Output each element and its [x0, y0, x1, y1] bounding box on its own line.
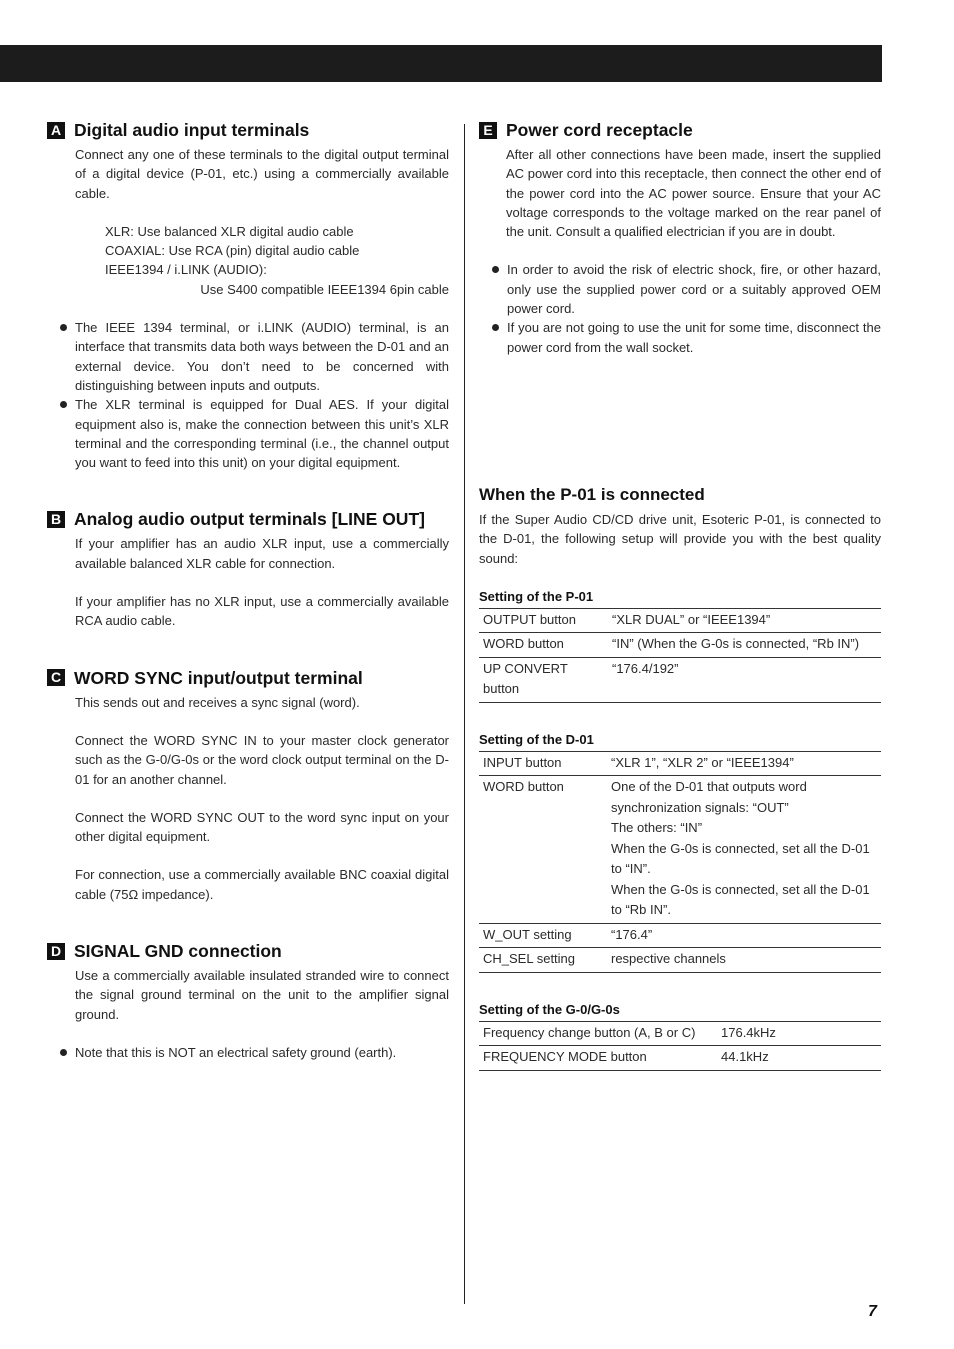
- section-letter-badge: B: [47, 511, 65, 528]
- header-bar: [0, 45, 882, 82]
- settings-table-p01: [479, 588, 881, 703]
- section-heading: [47, 507, 449, 531]
- table-row: [479, 948, 881, 973]
- cable-ieee-label: IEEE1394 / i.LINK (AUDIO):: [105, 262, 267, 278]
- bullet-item: If you are not going to use the unit for some time, disconnect the power cord from the wall socket.: [479, 318, 881, 357]
- table-row: [479, 1046, 881, 1071]
- section-title: Power cord receptacle: [506, 120, 693, 140]
- table-cell-label: OUTPUT button: [479, 608, 608, 633]
- table-row: [479, 633, 881, 658]
- table-caption: Setting of the P-01: [479, 588, 594, 604]
- section-paragraph: If your amplifier has an audio XLR input, use a commercially available balanced XLR cable for connection.: [75, 536, 449, 571]
- section-heading: [47, 666, 449, 690]
- bullet-item: Note that this is NOT an electrical safety ground (earth).: [47, 1043, 449, 1062]
- section-power-cord: [479, 118, 881, 357]
- section-paragraph: If your amplifier has no XLR input, use a commercially available RCA audio cable.: [75, 594, 449, 629]
- section-letter-badge: E: [479, 122, 497, 139]
- bullet-item: The XLR terminal is equipped for Dual AES. If your digital equipment also is, make the connection between this unit’s XLR terminal and the corresponding terminal (i.e., the channel output you want to feed into this unit) on your digital equipment.: [47, 395, 449, 472]
- section-title: WORD SYNC input/output terminal: [74, 667, 363, 688]
- section-heading: [47, 939, 449, 963]
- table-cell-value: 176.4kHz: [717, 1021, 881, 1046]
- table-row: [479, 608, 881, 633]
- bullet-dot-icon: [492, 324, 499, 331]
- section-title: Digital audio input terminals: [74, 120, 310, 140]
- cable-xlr: XLR: Use balanced XLR digital audio cable: [105, 223, 354, 239]
- bullet-dot-icon: [492, 266, 499, 273]
- bullet-item: In order to avoid the risk of electric shock, fire, or other hazard, only use the supplied power cord or a suitably approved OEM power cord.: [479, 260, 881, 318]
- bullet-list: [479, 260, 881, 356]
- table-cell-value: “176.4/192”: [608, 657, 881, 702]
- table-cell-label: WORD button: [479, 776, 607, 924]
- cable-list: [75, 222, 449, 299]
- section-p01-connected: [479, 483, 881, 1071]
- table-cell-value: 44.1kHz: [717, 1046, 881, 1071]
- section-title: Analog audio output terminals [LINE OUT]: [74, 509, 425, 530]
- table-cell-label: CH_SEL setting: [479, 948, 607, 973]
- bullet-list: [47, 1043, 449, 1062]
- settings-table-d01: [479, 731, 881, 973]
- section-paragraph: Use a commercially available insulated stranded wire to connect the signal ground terminal on the unit to the amplifier signal ground.: [75, 968, 449, 1022]
- table-cell-label: UP CONVERT button: [479, 657, 608, 702]
- section-digital-audio-input: [47, 118, 449, 472]
- section-paragraph: Connect the WORD SYNC IN to your master clock generator such as the G-0/G-0s or the word clock output terminal on the D-01 for an another channel.: [75, 732, 449, 787]
- section-paragraph: For connection, use a commercially available BNC coaxial digital cable (75Ω impedance).: [75, 867, 449, 902]
- bullet-dot-icon: [60, 324, 67, 331]
- table-row: [479, 751, 881, 776]
- settings-table-g0: [479, 1001, 881, 1071]
- bullet-item: The IEEE 1394 terminal, or i.LINK (AUDIO) terminal, is an interface that transmits data both ways between the D-01 and an external device. You don’t need to be concerned with distinguishing between inputs and outputs.: [47, 318, 449, 395]
- section-title: SIGNAL GND connection: [74, 941, 282, 962]
- section-analog-audio-output: [47, 507, 449, 630]
- table-cell-value: “IN” (When the G-0s is connected, “Rb IN”): [608, 633, 881, 658]
- table-row: [479, 923, 881, 948]
- section-paragraph: Connect the WORD SYNC OUT to the word sync input on your other digital equipment.: [75, 809, 449, 845]
- section-paragraph: This sends out and receives a sync signal (word).: [75, 694, 360, 710]
- subsection-heading: When the P-01 is connected: [479, 484, 705, 504]
- column-divider: [464, 124, 465, 1304]
- section-paragraph: After all other connections have been made, insert the supplied AC power cord into this receptacle, then connect the other end of the power cord into the AC power source. Ensure that your AC voltage corresponds to the voltage marked on the rear panel of the unit. Consult a qualified electrician if you are in doubt.: [506, 147, 881, 240]
- table-row: [479, 657, 881, 702]
- subsection-intro: If the Super Audio CD/CD drive unit, Esoteric P-01, is connected to the D-01, the following setup will provide you with the best quality sound:: [479, 511, 881, 566]
- page-number: 7: [868, 1303, 877, 1320]
- bullet-list: [47, 318, 449, 472]
- table-cell-label: INPUT button: [479, 751, 607, 776]
- left-column: [47, 118, 449, 1062]
- section-letter-badge: C: [47, 669, 65, 686]
- table-cell-value: One of the D-01 that outputs word synchronization signals: “OUT” The others: “IN” When the G-0s is connected, set all the D-01 to “IN”. When the G-0s is connected, set all the D-01 to “Rb IN”.: [607, 776, 881, 924]
- table-cell-value: respective channels: [607, 948, 881, 973]
- section-heading: [479, 118, 881, 142]
- section-heading: [47, 118, 449, 142]
- table-row: [479, 776, 881, 924]
- table-cell-label: FREQUENCY MODE button: [479, 1046, 717, 1071]
- table-cell-label: Frequency change button (A, B or C): [479, 1021, 717, 1046]
- table-caption: Setting of the D-01: [479, 731, 594, 747]
- table-cell-value: “176.4”: [607, 923, 881, 948]
- table-cell-value: “XLR DUAL” or “IEEE1394”: [608, 608, 881, 633]
- bullet-dot-icon: [60, 1049, 67, 1056]
- table-cell-label: W_OUT setting: [479, 923, 607, 948]
- section-signal-gnd: [47, 939, 449, 1062]
- right-column: [479, 118, 881, 1071]
- section-letter-badge: A: [47, 122, 65, 139]
- table-row: [479, 1021, 881, 1046]
- section-paragraph: Connect any one of these terminals to the digital output terminal of a digital device (P-01, etc.) using a commercially available cable.: [75, 147, 449, 201]
- section-letter-badge: D: [47, 943, 65, 960]
- table-cell-value: “XLR 1”, “XLR 2” or “IEEE1394”: [607, 751, 881, 776]
- table-cell-label: WORD button: [479, 633, 608, 658]
- cable-coaxial: COAXIAL: Use RCA (pin) digital audio cable: [105, 243, 360, 259]
- section-word-sync: [47, 666, 449, 904]
- bullet-dot-icon: [60, 401, 67, 408]
- table-caption: Setting of the G-0/G-0s: [479, 1001, 620, 1017]
- cable-ieee-value: Use S400 compatible IEEE1394 6pin cable: [200, 281, 449, 297]
